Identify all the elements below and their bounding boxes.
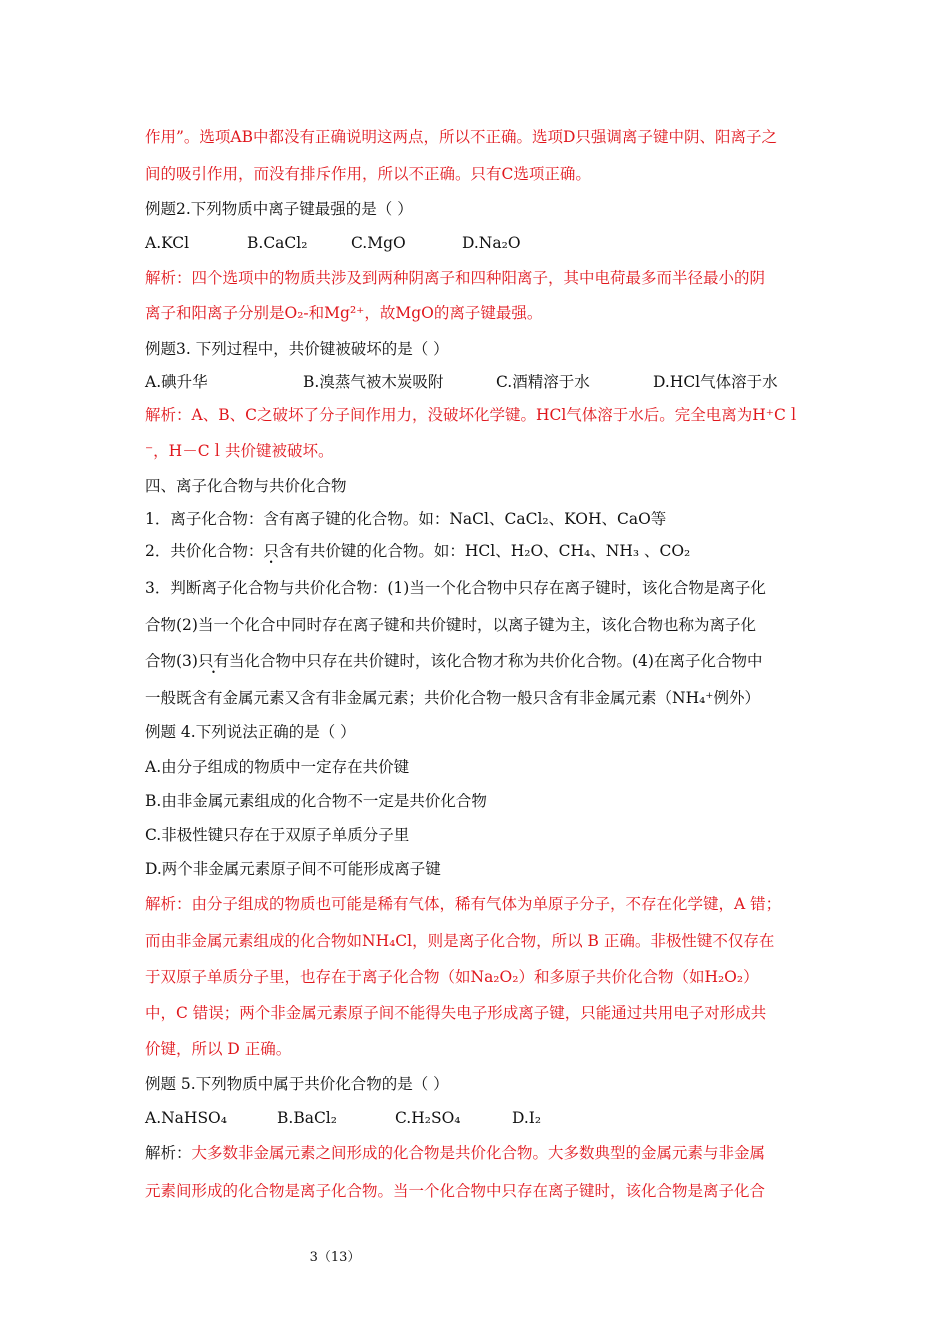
emphasis-text: 只: [263, 542, 279, 560]
answer-text: 大多数非金属元素之间形成的化合物是共价化合物。大多数典型的金属元素与非金属: [191, 1144, 766, 1162]
q4-option-b: B.由非金属元素组成的化合物不一定是共价化合物: [145, 792, 487, 810]
question-4: 例题 4.下列说法正确的是（ ）: [145, 723, 356, 741]
q4-answer-line: 价键，所以 D 正确。: [145, 1040, 292, 1058]
answer-text-line: 间的吸引作用，而没有排斥作用，所以不正确。只有C选项正确。: [145, 165, 591, 183]
q5-option-c: C.H₂SO₄: [395, 1109, 461, 1127]
q2-option-d: D.Na₂O: [462, 234, 521, 252]
q4-option-c: C.非极性键只存在于双原子单质分子里: [145, 826, 410, 844]
answer-label: 解析：: [145, 1144, 192, 1162]
q3-answer-line: 解析：A、B、C之破坏了分子间作用力，没破坏化学键。HCl气体溶于水后。完全电离为H⁺Cｌ: [145, 406, 802, 424]
q2-answer-line: 离子和阳离子分别是O₂-和Mg²⁺，故MgO的离子键最强。: [145, 304, 543, 322]
definition-text: 2．共价化合物：: [145, 542, 264, 560]
q5-option-a: A.NaHSO₄: [145, 1109, 227, 1127]
q2-option-b: B.CaCl₂: [247, 234, 308, 252]
judgement-line: 3．判断离子化合物与共价化合物：(1)当一个化合物中只存在离子键时，该化合物是离子化: [145, 579, 766, 597]
definition-text: 含有共价键的化合物。如：HCl、H₂O、CH₄、NH₃ 、CO₂: [278, 542, 691, 560]
q4-option-d: D.两个非金属元素原子间不可能形成离子键: [145, 860, 441, 878]
definition-ionic: 1．离子化合物：含有离子键的化合物。如：NaCl、CaCl₂、KOH、CaO等: [145, 510, 667, 528]
judgement-text: 当化合物中只存在共价键时，该化合物才称为共价化合物。(4)在离子化合物中: [228, 652, 763, 670]
q2-option-a: A.KCl: [145, 234, 190, 252]
answer-text-line: 作用”。选项AB中都没有正确说明这两点，所以不正确。选项D只强调离子键中阴、阳离子之: [145, 128, 777, 146]
q3-answer-line: ⁻，H－Cｌ共价键被破坏。: [145, 442, 334, 460]
judgement-line: 合物(2)当一个化合中同时存在离子键和共价键时，以离子键为主，该化合物也称为离子化: [145, 616, 756, 634]
question-2: 例题2.下列物质中离子键最强的是（ ）: [145, 200, 413, 218]
q4-answer-line: 而由非金属元素组成的化合物如NH₄Cl，则是离子化合物，所以 B 正确。非极性键不仅存在: [145, 932, 775, 950]
q4-answer-line: 解析：由分子组成的物质也可能是稀有气体，稀有气体为单原子分子，不存在化学键，A 错；: [145, 895, 782, 913]
q5-option-d: D.I₂: [512, 1109, 542, 1127]
q3-option-b: B.溴蒸气被木炭吸附: [303, 373, 444, 391]
q3-option-a: A.碘升华: [145, 373, 208, 391]
judgement-text: 合物(3): [145, 652, 198, 670]
q2-answer-line: 解析：四个选项中的物质共涉及到两种阴离子和四种阳离子，其中电荷最多而半径最小的阴: [145, 269, 766, 287]
q4-answer-line: 于双原子单质分子里，也存在于离子化合物（如Na₂O₂）和多原子共价化合物（如H₂O₂）: [145, 968, 759, 986]
judgement-line: [145, 651, 762, 671]
q4-answer-line: 中，C 错误；两个非金属元素原子间不能得失电子形成离子键，只能通过共用电子对形成共: [145, 1004, 767, 1022]
emphasis-text: 只有: [197, 652, 229, 670]
q3-option-d: D.HCl气体溶于水: [653, 373, 778, 391]
definition-covalent: [145, 541, 690, 561]
q2-option-c: C.MgO: [351, 234, 406, 252]
section-heading: 四、离子化合物与共价化合物: [145, 477, 347, 495]
q5-answer-line: 元素间形成的化合物是离子化合物。当一个化合物中只存在离子键时，该化合物是离子化合: [145, 1182, 766, 1200]
q4-option-a: A.由分子组成的物质中一定存在共价键: [145, 758, 410, 776]
question-3: 例题3. 下列过程中，共价键被破坏的是（ ）: [145, 340, 449, 358]
page-number: 3（13）: [309, 1250, 361, 1265]
q5-option-b: B.BaCl₂: [277, 1109, 337, 1127]
q3-option-c: C.酒精溶于水: [496, 373, 590, 391]
question-5: 例题 5.下列物质中属于共价化合物的是（ ）: [145, 1075, 449, 1093]
q5-answer-line: [145, 1143, 765, 1163]
judgement-line: 一般既含有金属元素又含有非金属元素；共价化合物一般只含有非金属元素（NH₄⁺例外）: [145, 689, 760, 707]
